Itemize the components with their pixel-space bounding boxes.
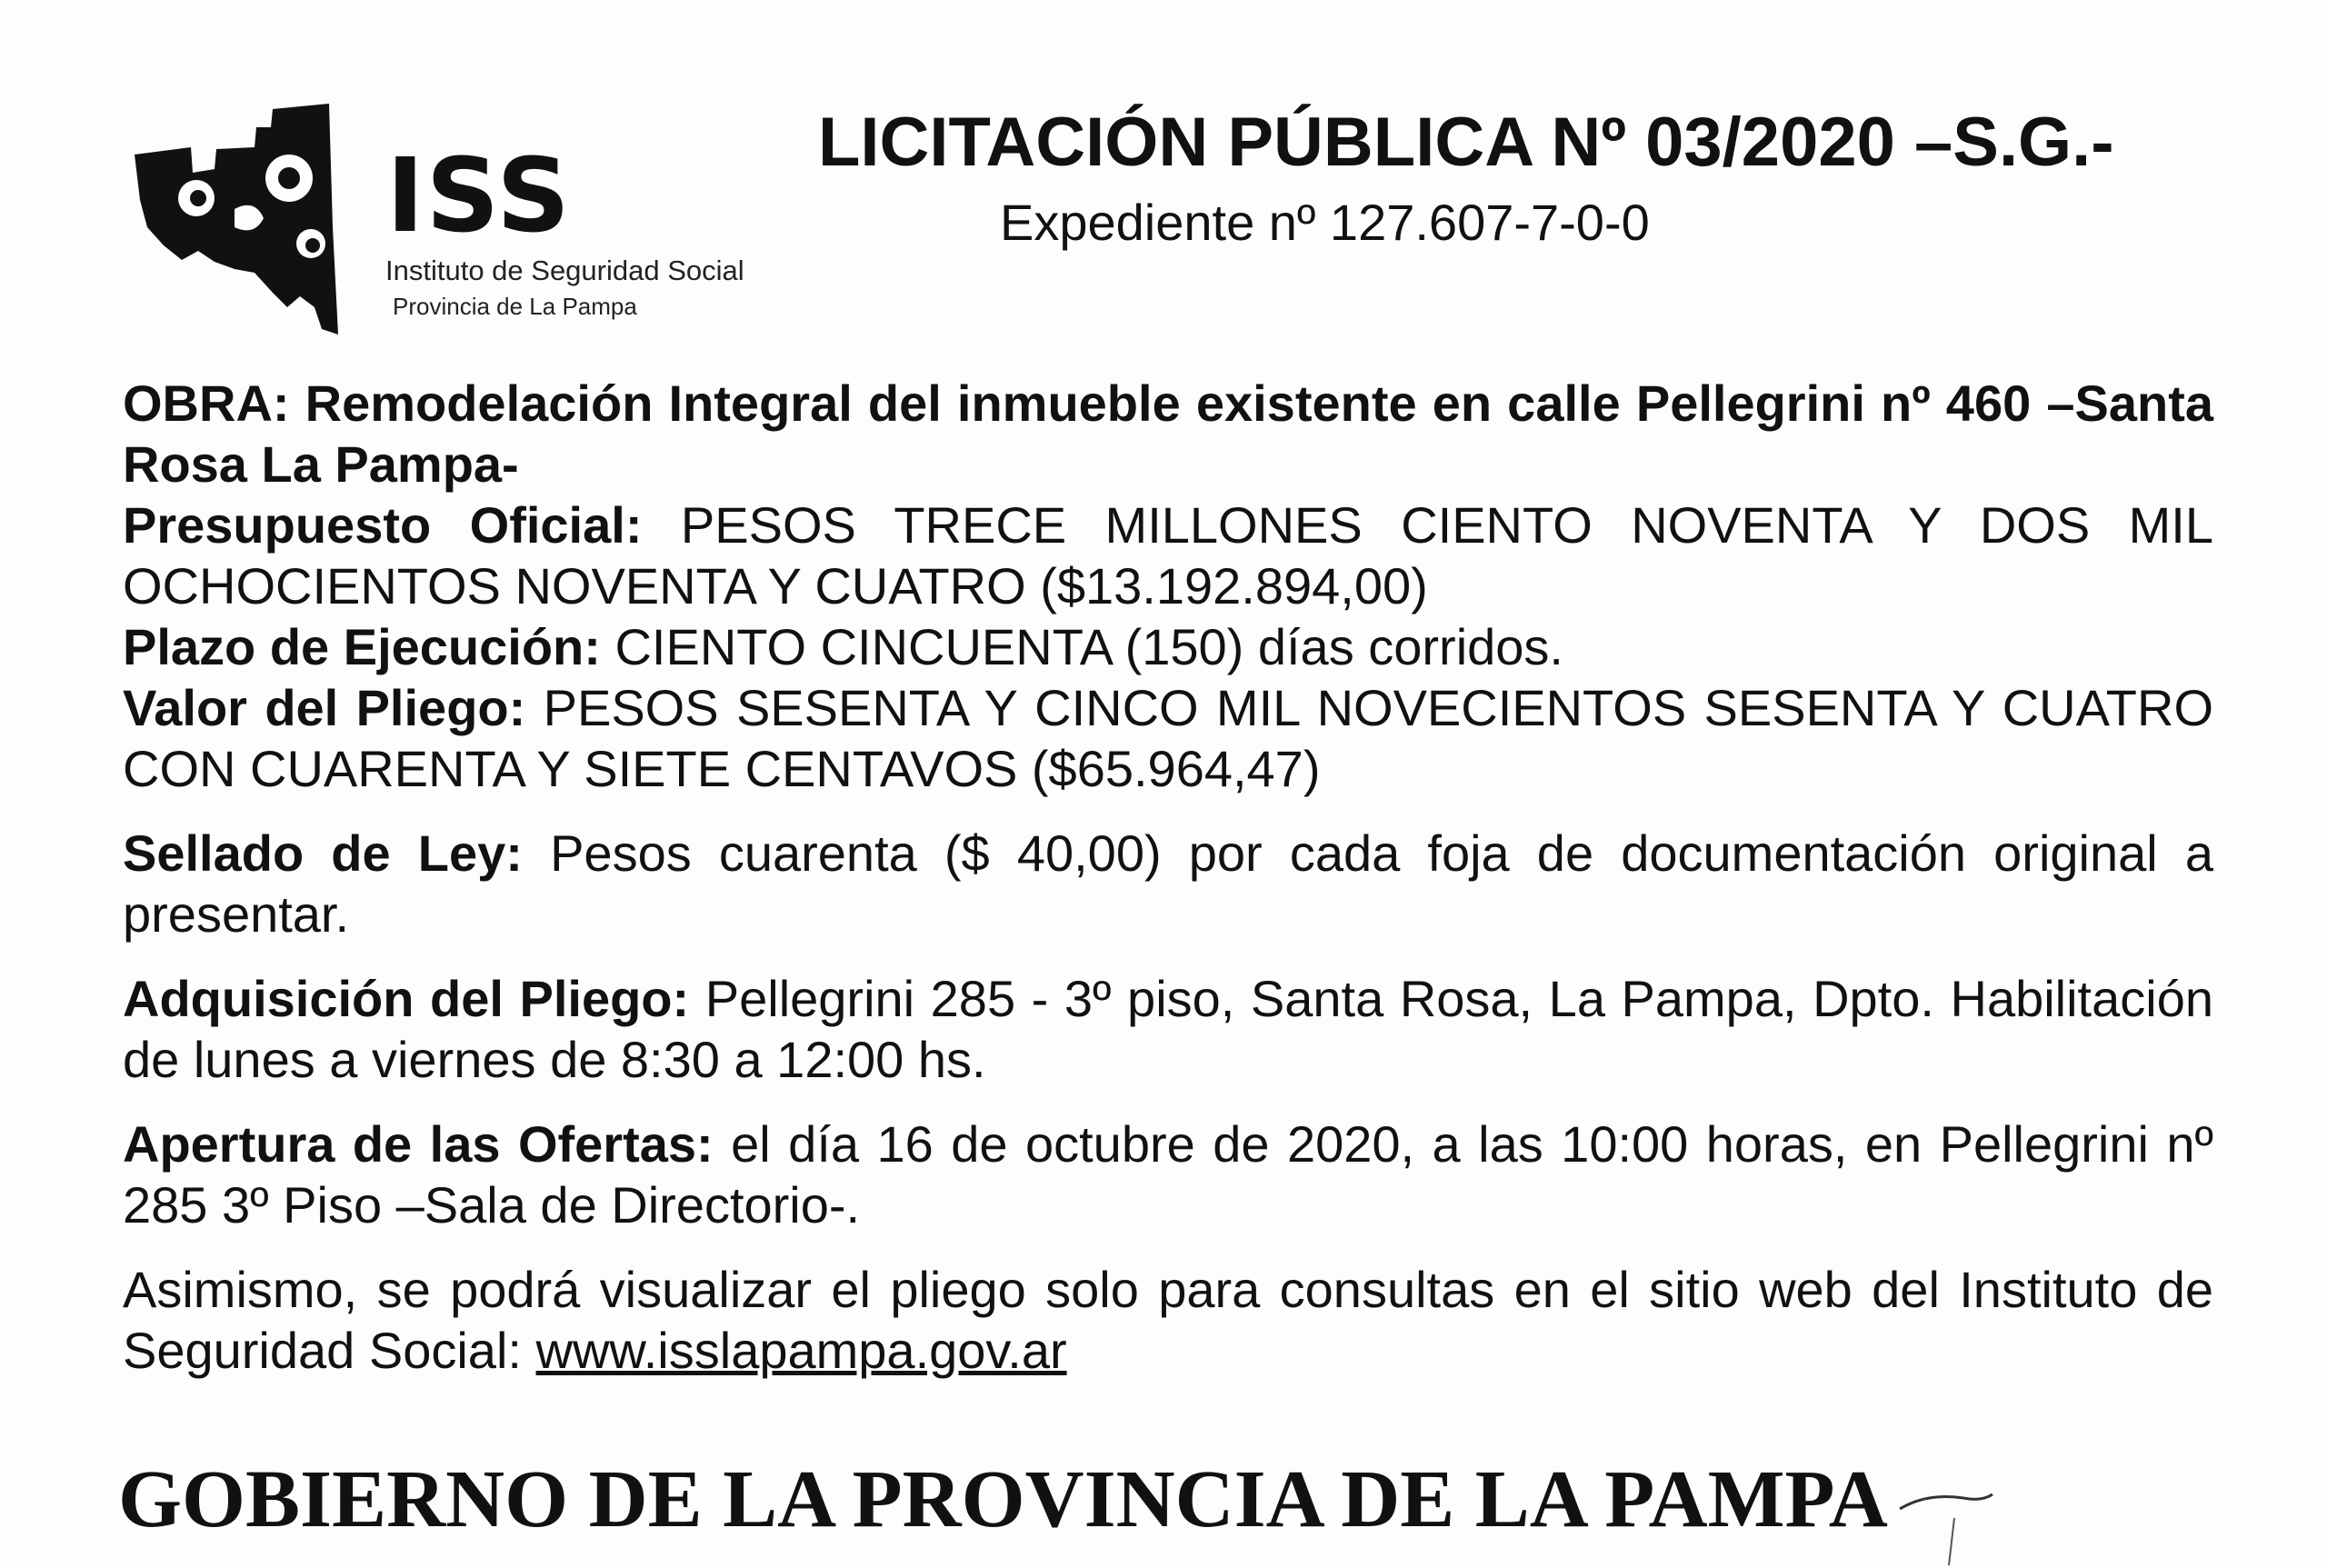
website-link[interactable]: www.isslapampa.gov.ar — [535, 1322, 1067, 1379]
sellado-value: Pesos cuarenta ($ 40,00) por cada foja de documentación original a presentar. — [123, 824, 2213, 943]
footer-government-title: GOBIERNO DE LA PROVINCIA DE LA PAMPA — [118, 1454, 1888, 1544]
adquisicion-value: Pellegrini 285 - 3º piso, Santa Rosa, La Pampa, Dpto. Habilitación de lunes a viernes de 8:30 a 12:00 hs. — [123, 970, 2213, 1088]
sellado-label: Sellado de Ley: — [123, 824, 523, 882]
logo-institute-name: Instituto de Seguridad Social — [385, 255, 744, 286]
section-adquisicion — [123, 968, 2213, 1090]
adquisicion-label: Adquisición del Pliego: — [123, 970, 690, 1027]
consultas-text: Asimismo, se podrá visualizar el pliego solo para consultas en el sitio web del Instituto de Seguridad Social: — [123, 1261, 2213, 1379]
section-sellado — [123, 823, 2213, 944]
presupuesto-label: Presupuesto Oficial: — [123, 496, 643, 554]
section-valor — [123, 677, 2213, 799]
logo-province-name: Provincia de La Pampa — [393, 293, 637, 320]
handwritten-mark-icon — [1891, 1482, 2000, 1568]
valor-label: Valor del Pliego: — [123, 679, 526, 736]
apertura-label: Apertura de las Ofertas: — [123, 1115, 714, 1173]
document-title: LICITACIÓN PÚBLICA Nº 03/2020 –S.G.- — [818, 104, 2114, 181]
valor-value: PESOS SESENTA Y CINCO MIL NOVECIENTOS SESENTA Y CUATRO CON CUARENTA Y SIETE CENTAVOS ($65.964,47) — [123, 679, 2214, 797]
section-presupuesto — [123, 494, 2213, 616]
document-body — [123, 373, 2213, 1381]
section-plazo — [123, 616, 2213, 677]
obra-text: OBRA: Remodelación Integral del inmueble existente en calle Pellegrini nº 460 –Santa Rosa La Pampa- — [123, 375, 2213, 493]
document-subtitle: Expediente nº 127.607-7-0-0 — [1000, 194, 1650, 251]
apertura-value: el día 16 de octubre de 2020, a las 10:00 horas, en Pellegrini nº 285 3º Piso –Sala de Directorio-. — [123, 1115, 2214, 1233]
la-pampa-map-logo-icon — [127, 91, 345, 336]
logo-acronym: ISS — [386, 137, 572, 255]
section-apertura — [123, 1114, 2213, 1235]
presupuesto-value: PESOS TRECE MILLONES CIENTO NOVENTA Y DOS MIL OCHOCIENTOS NOVENTA Y CUATRO ($13.192.894,00) — [123, 496, 2214, 614]
section-consultas — [123, 1259, 2213, 1381]
section-obra — [123, 373, 2213, 494]
iss-logo — [127, 91, 818, 345]
plazo-value: CIENTO CINCUENTA (150) días corridos. — [614, 618, 1563, 675]
plazo-label: Plazo de Ejecución: — [123, 618, 601, 675]
